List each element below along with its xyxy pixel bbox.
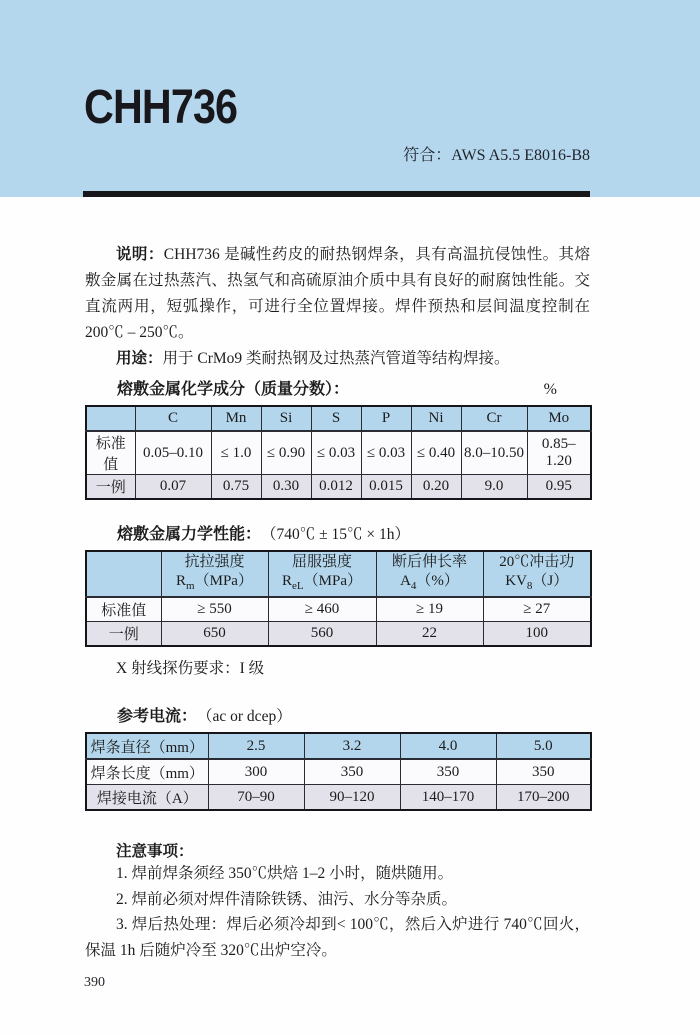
table-cell: ≥ 460	[268, 597, 376, 622]
description-text: CHH736 是碱性药皮的耐热钢焊条，具有高温抗侵蚀性。其熔敷金属在过热蒸汽、热氢气和高硫原油介质中具有良好的耐腐蚀性能。交直流两用，短弧操作，可进行全位置焊接。焊件预热和层间温度控制在 200℃ – 250℃。	[85, 246, 590, 341]
column-header: 屈服强度 $R_{eL}(MPa)$	[268, 551, 376, 597]
table-cell: ≤ 0.90	[261, 431, 311, 475]
column-header: Cr	[461, 406, 527, 431]
table-row	[86, 785, 591, 811]
table-cell: 350	[304, 759, 400, 785]
xray-requirement-note: X 射线探伤要求：I 级	[116, 660, 265, 677]
table-cell: ≥ 550	[161, 597, 268, 622]
table-cell: 4.0	[400, 733, 496, 759]
table-cell: ≤ 0.03	[311, 431, 361, 475]
column-header: Ni	[411, 406, 461, 431]
table-cell: 350	[496, 759, 591, 785]
content-area	[85, 242, 590, 963]
table-row	[86, 597, 591, 622]
column-header: S	[311, 406, 361, 431]
reference-current-table	[85, 732, 592, 811]
table-header-row	[86, 551, 591, 597]
table-cell: 22	[376, 622, 483, 647]
table-cell: 3.2	[304, 733, 400, 759]
chemical-title-text: 熔敷金属化学成分（质量分数）：	[117, 381, 350, 398]
divider-bar	[83, 191, 590, 197]
usage-label: 用途：	[116, 350, 163, 367]
note-item: 3. 焊后热处理：焊后必须冷却到< 100℃，然后入炉进行 740℃回火，保温 1h 后随炉冷至 320℃出炉空冷。	[85, 916, 590, 959]
table-cell: ≥ 27	[483, 597, 591, 622]
chemical-section-title	[85, 376, 590, 399]
table-cell: 100	[483, 622, 591, 647]
table-cell: 0.012	[311, 475, 361, 500]
table-cell: 0.95	[527, 475, 591, 500]
table-header-row	[86, 733, 591, 759]
table-row	[86, 622, 591, 647]
current-section-title	[85, 703, 590, 726]
row-label: 一例	[86, 622, 161, 647]
table-cell: ≥ 19	[376, 597, 483, 622]
percent-unit-label: %	[543, 381, 557, 398]
mechanical-properties-table	[85, 550, 592, 647]
column-header: 20℃冲击功 $KV_8(J)$	[483, 551, 591, 597]
product-title: CHH736	[84, 81, 238, 134]
chemical-composition-table	[85, 405, 592, 500]
table-header-row	[86, 406, 591, 431]
column-header: Si	[261, 406, 311, 431]
description-paragraph	[85, 242, 590, 346]
table-cell: 2.5	[208, 733, 304, 759]
corner-cell	[86, 551, 161, 597]
table-cell: 9.0	[461, 475, 527, 500]
mechanical-section-title	[85, 521, 590, 544]
table-cell: 5.0	[496, 733, 591, 759]
compliance-label: 符合：	[403, 147, 452, 164]
table-cell: 0.05–0.10	[135, 431, 211, 475]
table-cell: 8.0–10.50	[461, 431, 527, 475]
compliance-line	[403, 142, 590, 165]
row-label: 标准值	[86, 597, 161, 622]
table-cell: 0.20	[411, 475, 461, 500]
mechanical-title-text: 熔敷金属力学性能：	[117, 526, 262, 543]
row-label: 焊条长度（mm）	[86, 759, 208, 785]
table-cell: 350	[400, 759, 496, 785]
table-row	[86, 759, 591, 785]
table-cell: ≤ 0.40	[411, 431, 461, 475]
note-item: 2. 焊前必须对焊件清除铁锈、油污、水分等杂质。	[116, 890, 458, 908]
table-cell: 70–90	[208, 785, 304, 811]
header-band	[0, 0, 700, 197]
column-header: C	[135, 406, 211, 431]
column-header: Mo	[527, 406, 591, 431]
table-cell: 0.30	[261, 475, 311, 500]
table-row	[86, 431, 591, 475]
row-label: 一例	[86, 475, 135, 500]
table-cell: 140–170	[400, 785, 496, 811]
row-label: 标准值	[86, 431, 135, 475]
corner-cell	[86, 406, 135, 431]
description-label: 说明：	[116, 246, 164, 263]
column-header: P	[361, 406, 411, 431]
table-cell: 0.015	[361, 475, 411, 500]
row-label: 焊接电流（A）	[86, 785, 208, 811]
table-row	[86, 475, 591, 500]
table-cell: 650	[161, 622, 268, 647]
current-title-condition: （ac or dcep）	[197, 708, 292, 725]
table-cell: 0.85–1.20	[527, 431, 591, 475]
table-cell: 170–200	[496, 785, 591, 811]
column-header: Mn	[211, 406, 261, 431]
notes-heading: 注意事项：	[116, 843, 194, 860]
column-header: 抗拉强度 $R_m(MPa)$	[161, 551, 268, 597]
table-cell: ≤ 1.0	[211, 431, 261, 475]
compliance-value: AWS A5.5 E8016-B8	[451, 147, 590, 164]
table-cell: 0.75	[211, 475, 261, 500]
table-cell: ≤ 0.03	[361, 431, 411, 475]
table-cell: 90–120	[304, 785, 400, 811]
page-number: 390	[84, 975, 105, 990]
usage-paragraph	[85, 346, 590, 372]
note-item: 1. 焊前焊条须经 350℃烘焙 1–2 小时，随烘随用。	[116, 865, 454, 882]
table-cell: 0.07	[135, 475, 211, 500]
current-title-text: 参考电流：	[117, 708, 198, 725]
mechanical-title-condition: （740℃ ± 15℃ × 1h）	[261, 526, 411, 543]
table-cell: 300	[208, 759, 304, 785]
row-label: 焊条直径（mm）	[86, 733, 208, 759]
usage-text: 用于 CrMo9 类耐热钢及过热蒸汽管道等结构焊接。	[162, 350, 510, 367]
table-cell: 560	[268, 622, 376, 647]
column-header: 断后伸长率 $A_4(\%)$	[376, 551, 483, 597]
